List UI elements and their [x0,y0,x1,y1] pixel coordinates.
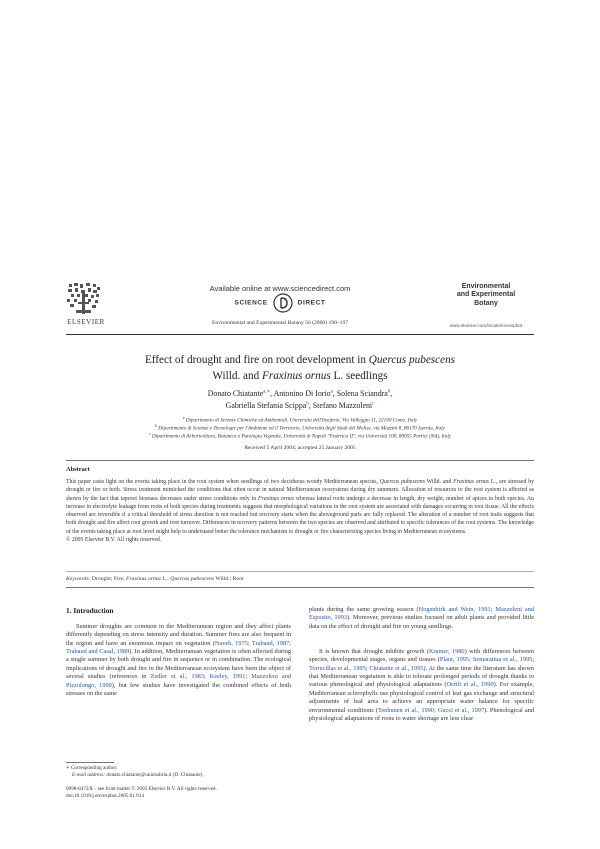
keywords [66,576,534,582]
email-label: E-mail address: [72,771,106,778]
intro-paragraph-right-1: plants during the same growing season (Hogenbirk and Wein, 1991; Mazzoleni and Esposito, 1993). Moreover, previous studies focused on adult plants and provided little data on the effect of drought and fire on young seedlings. [309,606,534,630]
abstract-text-part: L., are stressed by drought or fire or both. Stress treatment mimicked the conditions that often occur in natural Mediterranean ecosystems during dry summers. Allocation of resources to the root system is affected as shown by the fact that taproot biomass decreases under stress conditions only in [66,479,535,502]
footnotes [66,765,291,778]
author-affiliation-sup[interactable]: b [306,401,309,407]
sciencedirect-logo [160,292,400,314]
header-divider [66,334,534,335]
keywords-species: Fraxinus ornus [125,576,161,582]
keywords-text: L.; [160,576,171,582]
title-species-1: Quercus pubescens [368,354,456,366]
affiliation-item [66,432,534,440]
sciencedirect-logo-right: DIRECT [297,299,326,307]
corresponding-author-note: ∗ Corresponding author. [66,765,118,771]
author-separator: , [390,389,393,398]
title-line1-text: Effect of drought and fire on root development in [144,354,369,366]
author-name: Gabriella Stefania Scippa [225,400,307,410]
abstract-heading: Abstract [66,466,90,473]
author-name: Solena Sciandra [336,389,388,398]
affiliation-item [66,424,534,432]
email-address[interactable]: donato.chiatante@uninsubria.it (D. Chiatante). [105,771,204,778]
keywords-species: Quercus pubescens [170,576,215,582]
abstract-text-part: This paper casts light on the events taking place in the root system when seedlings of two deciduous woody Mediterranean species, [66,479,380,485]
available-online-text[interactable]: Available online at www.sciencedirect.com [209,284,351,293]
journal-name [438,283,534,308]
abstract-species: Fraxinus ornus [453,479,490,485]
front-matter-line: 0098-8472/$ – see front matter © 2005 Elsevier B.V. All rights reserved. [66,786,217,792]
author-list [66,388,534,412]
page-footer [66,786,326,799]
journal-name-line: Environmental [461,283,511,290]
received-dates: Received 5 April 2004; accepted 25 January 2005 [244,445,356,451]
journal-name-line: and Experimental [456,291,516,299]
keywords-text: Willd.; Root [214,576,244,582]
journal-url[interactable]: www.elsevier.com/locate/envexpbot [449,323,523,328]
author-separator: , [332,389,337,398]
author-separator: , [270,389,274,398]
affiliation-text: Dipartimento di Scienze e Tecnologie per l'Ambiente ed il Territorio, Università degli Studi del Molise, via Mazzini 8, 86170 Isernia, Italy [158,425,445,432]
affiliations [66,416,534,441]
author-affiliation-sup[interactable]: a [330,389,333,395]
keywords-label: Keywords: [66,576,91,582]
abstract-text-part: Willd. and [424,479,454,485]
article-title [66,353,534,384]
title-species-2: Fraxinus ornus [262,369,331,382]
intro-paragraph-left: Summer droughts are common in the Mediterranean region and they affect plants differently depending on stress intensity and duration. Summer fires are also frequent in the region and have an enormous impact on vegetation (Naveh, 1975; Trabaud, 1987; Trabaud and Casal, 1989). In addition, Mediterranean vegetation is often affected during a single summer by both drought and fire in sequence or in combination. The ecological implications of drought and fire in the Mediterranean ecosystem have been the object of several studies (references in Zedler et al., 1983; Keeley, 1991; Mazzoleni and Pizzolongo, 1990), but few studies have investigated the combined effects of both stresses on the same [66,623,292,697]
title-line2-text: Willd. and [212,369,262,382]
sciencedirect-d-icon [272,292,294,314]
affiliation-sup: a [182,416,185,420]
author-name: Antonino Di Iorio [273,389,331,398]
author-affiliation-sup[interactable]: c [372,401,375,407]
abstract-text [66,478,534,544]
keywords-divider [66,571,534,572]
abstract-species: Fraxinus ornus [258,495,294,502]
author-affiliation-sup[interactable]: a,∗ [263,389,271,395]
author-affiliation-sup[interactable]: b [387,389,391,395]
affiliation-sup: b [155,424,157,429]
affiliation-text: Dipartimento di Scienze Chimiche ed Ambientali, Università dell'Insubria, Via Valleggio 11, 22100 Como, Italy [185,417,418,424]
introduction-heading: 1. Introduction [66,606,114,615]
affiliation-sup: c [148,432,151,437]
abstract-species: Quercus pubescens [379,479,425,485]
author-name: Stefano Mazzoleni [312,400,373,410]
email-footnote [66,772,291,779]
affiliation-item [66,416,534,424]
elsevier-tree-logo [66,282,102,316]
author-name: Donato Chiatante [207,389,264,398]
affiliation-text: Dipartimento di Arboricoltura, Botanica e Patologia Vegetale, Università di Napoli "Federico II", via Università 100, 80055 Portici (NA), Italy [151,434,452,441]
abstract-copyright: © 2005 Elsevier B.V. All rights reserved. [66,536,162,543]
footnote-divider [66,762,114,763]
intro-paragraph-right-2: It is known that drought inhibits growth (Kramer, 1980) with differences between species, developmental stages, organs and tissues (Plaut, 1995; Semarattua et al., 1995; Torrecillas et al., 1995; Chiatante et al., 1995). At the same time the literature has shown that Mediterranean vegetation is able to tolerate prolonged periods of drought thanks to various phenological and physiological adaptations (Oertli et al., 1990). For example, Mediterranean sclerophylls use physiological control of leaf gas exchange and structural adjustments of leaf area to achieve an appropriate water balance for specific environmental conditions (Tenhunen et al., 1990; Gucci et al., 1997). Phenological and physiological adaptations of roots to water shortage are less clear [309,648,535,722]
author-separator: , [308,400,313,410]
keywords-bottom-divider [66,587,534,588]
abstract-top-divider [66,460,534,461]
abstract-text-part: whereas lateral roots undergo a decrease in length, dry weight, number of apices in both species. An increase in electrolyte leakage from roots of both species during treatments suggests that morphological variations in the root system are associated with damages occurring in root tissue. All the effects observed are reversible if a critical threshold of stress duration is not reached but recovery starts when the aboveground parts are fully replaced. The alteration of a number of root traits suggests that both drought and fire affect root growth and root turnover. Differences in recovery patterns between the two species are observed and attributed to specific tolerances of the root systems. The knowledge of the events taking place at root level might help to understand better the tolerance mechanism to drought or fire characterizing species living in Mediterranean ecosystems. [66,495,534,535]
doi-line[interactable]: doi:10.1016/j.envexpbot.2005.01.014 [66,792,144,799]
sciencedirect-logo-left: SCIENCE [234,299,268,307]
journal-name-line: Botany [474,299,498,307]
publisher-name: ELSEVIER [67,318,105,326]
keywords-text: Drought; Fire; [90,576,126,582]
title-line2-end: L. seedlings [330,369,388,382]
journal-reference: Environmental and Experimental Botany 56 (2006) 190–197 [211,320,349,326]
